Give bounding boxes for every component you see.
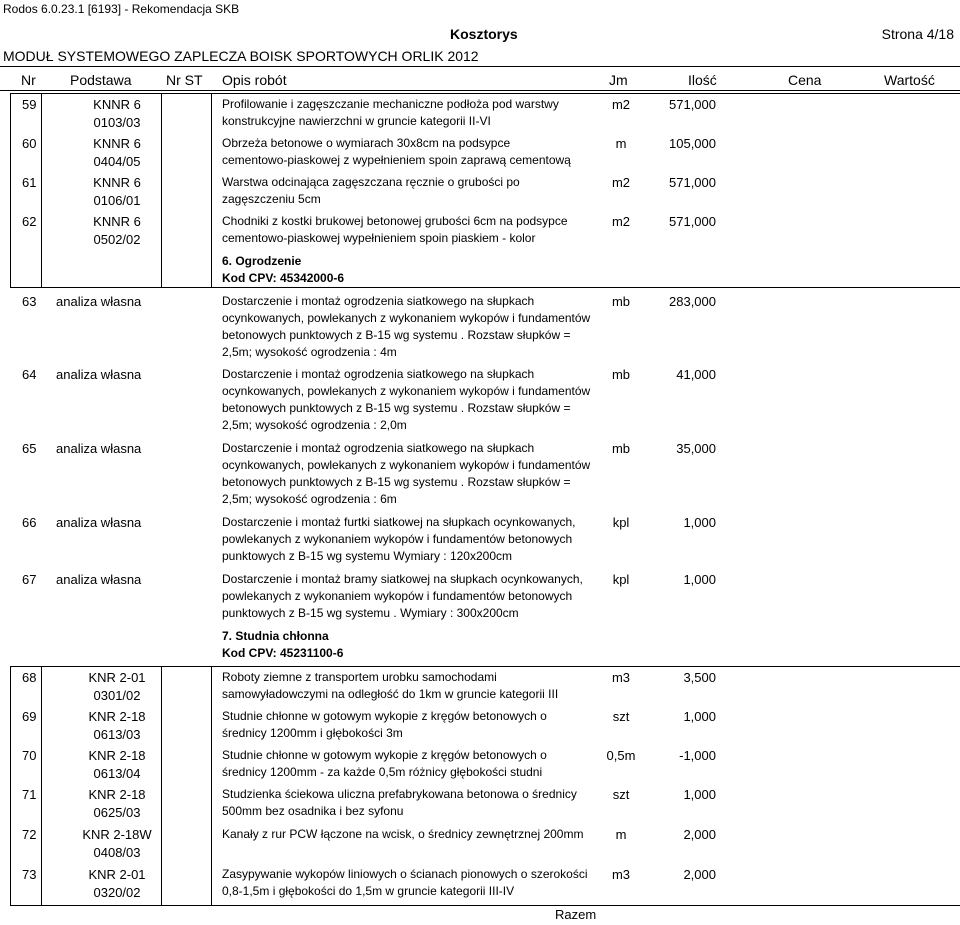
page-number: Strona 4/18 — [881, 26, 954, 42]
item-ilosc: 3,500 — [683, 670, 716, 685]
item-desc-line: Chodniki z kostki brukowej betonowej grubości 6cm na podsypce — [222, 214, 568, 228]
item-desc-line: Profilowanie i zagęszczanie mechaniczne podłoża pod warstwy — [222, 97, 559, 111]
item-desc-line: Studnie chłonne w gotowym wykopie z kręgów betonowych o — [222, 709, 547, 723]
item-desc-line: Warstwa odcinająca zagęszczana ręcznie o grubości po — [222, 175, 520, 189]
item-jm: mb — [611, 294, 631, 309]
section-cpv: Kod CPV: 45342000-6 — [222, 271, 345, 285]
col-wartosc: Wartość — [884, 72, 935, 88]
item-desc-line: Roboty ziemne z transportem urobku samochodami — [222, 670, 497, 684]
item-podstawa-code: 0625/03 — [93, 805, 141, 820]
item-desc-line: Dostarczenie i montaż furtki siatkowej na słupkach ocynkowanych, — [222, 515, 576, 529]
item-podstawa-code: 0613/04 — [93, 766, 141, 781]
item-ilosc: 571,000 — [669, 175, 716, 190]
item-desc-line: powlekanych z wykonaniem wykopów i fundamentów betonowych — [222, 589, 573, 603]
item-jm: m3 — [611, 670, 631, 685]
item-podstawa-code: 0320/02 — [93, 885, 141, 900]
item-desc-line: 2,5m; wysokość ogrodzenia : 2,0m — [222, 418, 407, 432]
item-desc-line: zagęszczeniu 5cm — [222, 192, 321, 206]
item-desc-line: średnicy 1200mm i głębokości 3m — [222, 726, 403, 740]
item-jm: szt — [612, 787, 630, 802]
item-podstawa: analiza własna — [56, 515, 142, 530]
item-desc-line: Zasypywanie wykopów liniowych o ścianach pionowych o szerokości — [222, 867, 588, 881]
item-nr: 67 — [22, 572, 37, 587]
item-desc-line: punktowych z B-15 wg systemu . Wymiary : 300x200cm — [222, 606, 519, 620]
item-desc-line: 2,5m; wysokość ogrodzenia : 4m — [222, 345, 397, 359]
doc-title: Kosztorys — [450, 26, 518, 42]
item-nr: 66 — [22, 515, 37, 530]
item-desc-line: Dostarczenie i montaż ogrodzenia siatkowego na słupkach — [222, 367, 535, 381]
item-podstawa-code: 0502/02 — [93, 232, 141, 247]
item-desc-line: cementowo-piaskowej wypełnieniem spoin piaskiem - kolor — [222, 231, 536, 245]
item-ilosc: -1,000 — [679, 748, 716, 763]
col-ilosc: Ilość — [688, 72, 717, 88]
item-desc-line: 0,8-1,5m i głębokości do 1,5m w gruncie kategorii III-IV — [222, 884, 515, 898]
item-nr: 61 — [22, 175, 37, 190]
item-podstawa-code: 0106/01 — [93, 193, 141, 208]
item-desc-line: 500mm bez osadnika i bez syfonu — [222, 804, 404, 818]
item-nr: 62 — [22, 214, 37, 229]
item-desc-line: Dostarczenie i montaż bramy siatkowej na słupkach ocynkowanych, — [222, 572, 583, 586]
item-podstawa-code: 0408/03 — [93, 845, 141, 860]
col-podstawa: Podstawa — [70, 72, 132, 88]
item-ilosc: 571,000 — [669, 97, 716, 112]
item-podstawa: KNNR 6 — [93, 136, 141, 151]
item-nr: 69 — [22, 709, 37, 724]
app-title: Rodos 6.0.23.1 [6193] - Rekomendacja SKB — [3, 2, 240, 16]
item-desc-line: cementowo-piaskowej z wypełnieniem spoin zaprawą cementową — [222, 153, 571, 167]
item-podstawa: KNR 2-18 — [88, 748, 146, 763]
item-podstawa: analiza własna — [56, 572, 142, 587]
item-desc-line: Dostarczenie i montaż ogrodzenia siatkowego na słupkach — [222, 441, 535, 455]
item-nr: 60 — [22, 136, 37, 151]
item-jm: kpl — [612, 572, 630, 587]
item-ilosc: 571,000 — [669, 214, 716, 229]
item-nr: 59 — [22, 97, 37, 112]
item-podstawa: KNNR 6 — [93, 175, 141, 190]
item-podstawa-code: 0404/05 — [93, 154, 141, 169]
item-desc-line: ocynkowanych, powlekanych z wykonaniem wykopów i fundamentów — [222, 458, 591, 472]
item-nr: 72 — [22, 827, 37, 842]
col-opis: Opis robót — [222, 72, 287, 88]
item-jm: m2 — [611, 214, 631, 229]
item-nr: 68 — [22, 670, 37, 685]
item-jm: m — [615, 136, 627, 151]
item-podstawa: analiza własna — [56, 294, 142, 309]
item-jm: mb — [611, 367, 631, 382]
item-podstawa-code: 0613/03 — [93, 727, 141, 742]
item-jm: szt — [612, 709, 630, 724]
item-podstawa: KNNR 6 — [93, 214, 141, 229]
item-desc-line: punktowych z B-15 wg systemu Wymiary : 120x200cm — [222, 549, 512, 563]
item-podstawa: KNNR 6 — [93, 97, 141, 112]
item-ilosc: 283,000 — [669, 294, 716, 309]
item-ilosc: 1,000 — [683, 787, 716, 802]
item-desc-line: średnicy 1200mm - za każde 0,5m różnicy głębokości studni — [222, 765, 543, 779]
item-ilosc: 2,000 — [683, 867, 716, 882]
item-desc-line: betonowych punktowych z B-15 wg systemu . Rozstaw słupków = — [222, 328, 571, 342]
item-podstawa: KNR 2-01 — [88, 867, 146, 882]
item-nr: 70 — [22, 748, 37, 763]
item-nr: 71 — [22, 787, 37, 802]
item-jm: m2 — [611, 175, 631, 190]
col-nr: Nr — [21, 72, 36, 88]
item-desc-line: Kanały z rur PCW łączone na wcisk, o średnicy zewnętrznej 200mm — [222, 827, 584, 841]
item-jm: 0,5m — [606, 748, 636, 763]
doc-subtitle: MODUŁ SYSTEMOWEGO ZAPLECZA BOISK SPORTOWYCH ORLIK 2012 — [3, 48, 479, 64]
item-ilosc: 41,000 — [676, 367, 716, 382]
item-desc-line: powlekanych z wykonaniem wykopów i fundamentów betonowych — [222, 532, 573, 546]
section-cpv: Kod CPV: 45231100-6 — [222, 646, 344, 660]
section-title: 6. Ogrodzenie — [222, 254, 302, 268]
item-podstawa: KNR 2-18 — [88, 787, 146, 802]
razem-label: Razem — [555, 907, 597, 922]
item-ilosc: 1,000 — [683, 709, 716, 724]
item-nr: 64 — [22, 367, 37, 382]
item-ilosc: 2,000 — [683, 827, 716, 842]
item-podstawa: KNR 2-18W — [82, 827, 152, 842]
item-jm: m3 — [611, 867, 631, 882]
item-desc-line: betonowych punktowych z B-15 wg systemu . Rozstaw słupków = — [222, 401, 571, 415]
item-jm: kpl — [612, 515, 630, 530]
item-podstawa-code: 0301/02 — [93, 688, 141, 703]
item-desc-line: Studzienka ściekowa uliczna prefabrykowana betonowa o średnicy — [222, 787, 577, 801]
item-jm: mb — [611, 441, 631, 456]
item-desc-line: Dostarczenie i montaż ogrodzenia siatkowego na słupkach — [222, 294, 535, 308]
item-desc-line: betonowych punktowych z B-15 wg systemu . Rozstaw słupków = — [222, 475, 571, 489]
item-desc-line: ocynkowanych, powlekanych z wykonaniem wykopów i fundamentów — [222, 311, 591, 325]
col-jm: Jm — [609, 72, 628, 88]
item-ilosc: 1,000 — [683, 572, 716, 587]
item-jm: m2 — [611, 97, 631, 112]
item-ilosc: 1,000 — [683, 515, 716, 530]
item-desc-line: Obrzeża betonowe o wymiarach 30x8cm na podsypce — [222, 136, 511, 150]
item-podstawa: analiza własna — [56, 367, 142, 382]
item-desc-line: Studnie chłonne w gotowym wykopie z kręgów betonowych o — [222, 748, 547, 762]
item-ilosc: 35,000 — [676, 441, 716, 456]
item-nr: 73 — [22, 867, 37, 882]
col-nr-st: Nr ST — [166, 72, 203, 88]
item-desc-line: 2,5m; wysokość ogrodzenia : 6m — [222, 492, 397, 506]
item-jm: m — [615, 827, 627, 842]
item-ilosc: 105,000 — [669, 136, 716, 151]
item-podstawa: analiza własna — [56, 441, 142, 456]
item-podstawa-code: 0103/03 — [93, 115, 141, 130]
item-podstawa: KNR 2-18 — [88, 709, 146, 724]
item-desc-line: ocynkowanych, powlekanych z wykonaniem wykopów i fundamentów — [222, 384, 591, 398]
section-title: 7. Studnia chłonna — [222, 629, 329, 643]
item-desc-line: konstrukcyjne nawierzchni w gruncie kategorii II-VI — [222, 114, 491, 128]
item-desc-line: samowyładowczymi na odległość do 1km w gruncie kategorii III — [222, 687, 559, 701]
item-nr: 65 — [22, 441, 37, 456]
item-podstawa: KNR 2-01 — [88, 670, 146, 685]
col-cena: Cena — [788, 72, 822, 88]
item-nr: 63 — [22, 294, 37, 309]
